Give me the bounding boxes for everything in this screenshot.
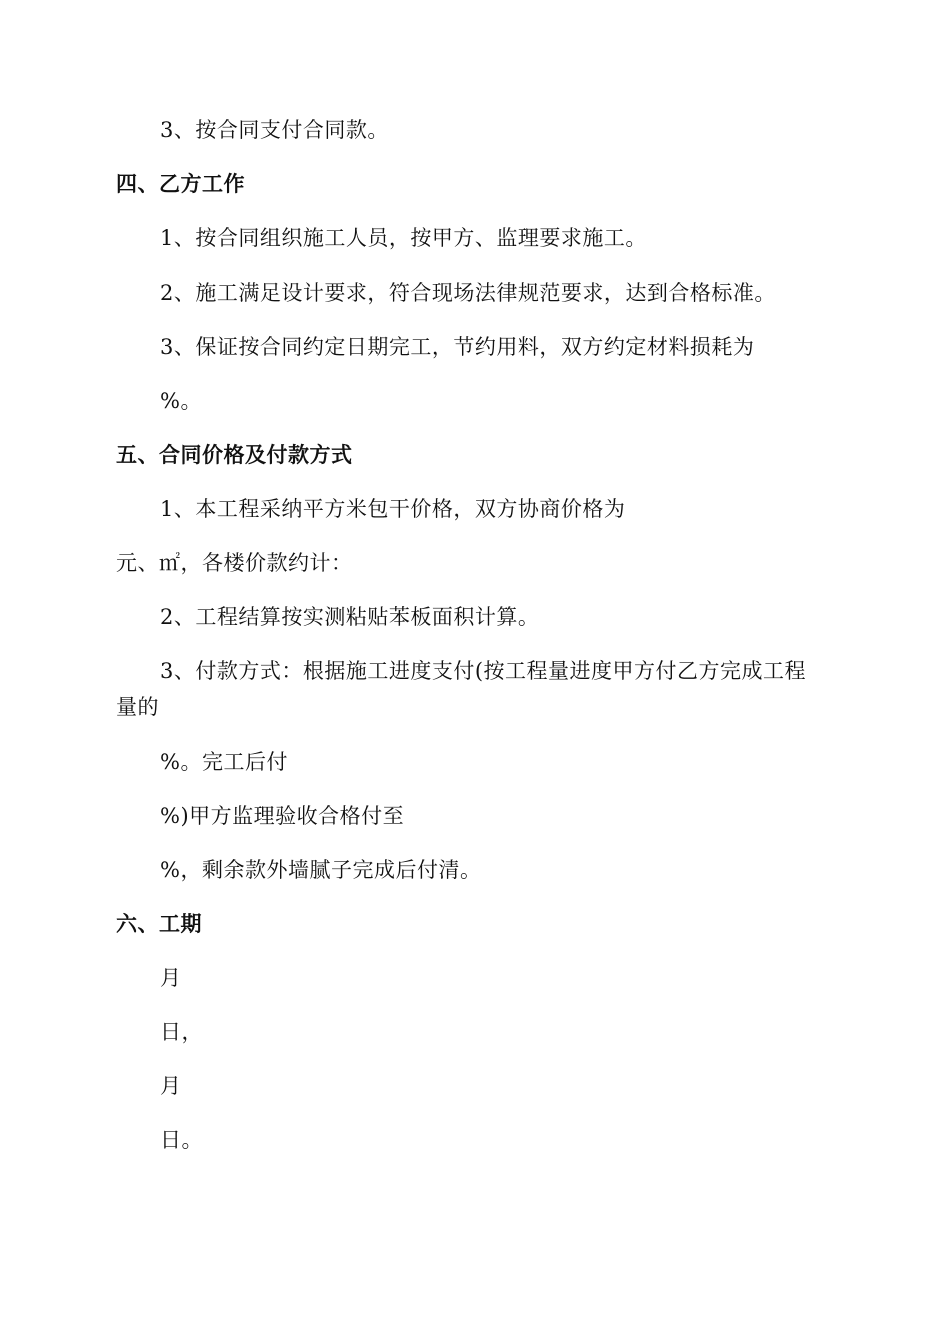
clause-3-after-completion: %。完工后付: [160, 750, 288, 774]
section-heading-schedule: 六、工期: [116, 912, 202, 936]
clause-1-unit-price: 1、本工程采纳平方米包干价格，双方协商价格为: [160, 497, 626, 521]
schedule-end-day: 日。: [160, 1128, 203, 1152]
clause-3-completion-date: 3、保证按合同约定日期完工，节约用料，双方约定材料损耗为: [160, 335, 755, 359]
clause-1-unit-price-continued: 元、㎡，各楼价款约计：: [116, 551, 353, 575]
clause-3-payment: 3、按合同支付合同款。: [160, 118, 389, 142]
schedule-start-day: 日，: [160, 1020, 203, 1044]
schedule-start-month: 月: [160, 966, 182, 990]
clause-2-design-requirements: 2、施工满足设计要求，符合现场法律规范要求，达到合格标准。: [160, 281, 776, 305]
clause-3-remaining-payment: %，剩余款外墙腻子完成后付清。: [160, 858, 482, 882]
clause-3-acceptance-payment: %)甲方监理验收合格付至: [160, 804, 405, 828]
section-heading-party-b-work: 四、乙方工作: [116, 172, 245, 196]
clause-3-payment-method: 3、付款方式：根据施工进度支付(按工程量进度甲方付乙方完成工程: [160, 659, 807, 683]
schedule-end-month: 月: [160, 1074, 182, 1098]
clause-3-loss-percent: %。: [160, 389, 202, 413]
clause-3-payment-method-continued: 量的: [116, 695, 159, 719]
clause-1-organize-workers: 1、按合同组织施工人员，按甲方、监理要求施工。: [160, 226, 647, 250]
section-heading-price-payment: 五、合同价格及付款方式: [116, 443, 353, 467]
clause-2-settlement: 2、工程结算按实测粘贴苯板面积计算。: [160, 605, 540, 629]
